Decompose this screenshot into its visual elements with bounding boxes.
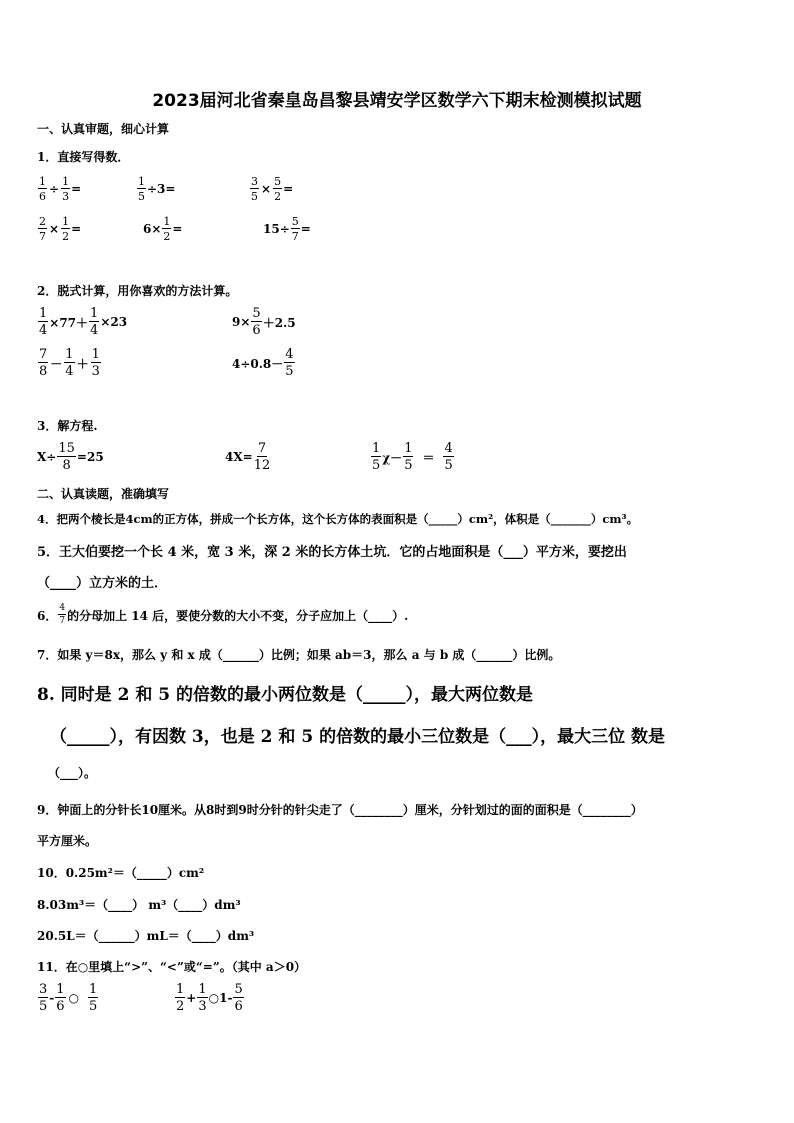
- denominator: 6: [252, 323, 261, 338]
- denominator: 5: [372, 458, 381, 473]
- numerator: 3: [251, 175, 258, 188]
- page-title: 2023届河北省秦皇岛昌黎县靖安学区数学六下期末检测模拟试题: [152, 91, 642, 111]
- denominator: 8: [62, 458, 71, 473]
- question-5-line-1: 5．王大伯要挖一个长 4 米，宽 3 米，深 2 米的长方体土坑．它的占地面积是（___）平方米，要挖出: [37, 545, 627, 560]
- denominator: 3: [198, 999, 207, 1014]
- numerator: 1: [198, 982, 207, 997]
- numerator: 1: [91, 347, 100, 362]
- fraction: [233, 983, 243, 1013]
- numerator: 15: [58, 441, 75, 456]
- numerator: 7: [39, 347, 48, 362]
- q1-expression-5: 6× $\frac{1}{2}$ =: [143, 215, 183, 243]
- numerator: 7: [257, 441, 267, 456]
- numerator: 1: [65, 347, 74, 362]
- fraction: [58, 604, 66, 626]
- question-6: 6． $\frac{4}{7}$ 的分母加上 14 后，要使分数的大小不变，分子应加上（____）.: [37, 603, 409, 626]
- q1-expression-4: $\frac{2}{7}$ × $\frac{1}{2}$ =: [39, 215, 82, 243]
- fraction: [38, 307, 48, 337]
- question-8-line-1: 8. 同时是 2 和 5 的倍数的最小两位数是（_____），最大两位数是: [37, 685, 533, 705]
- question-8-line-3: （___）。: [48, 766, 97, 780]
- numerator: 5: [291, 215, 299, 228]
- denominator: 5: [444, 458, 453, 473]
- numerator: 2: [39, 215, 46, 228]
- fraction: [251, 307, 261, 337]
- numerator: 4: [444, 441, 453, 456]
- fraction: [55, 983, 65, 1013]
- q2-expression-4: 4÷0.8－ $\frac{4}{5}$: [232, 347, 294, 379]
- fraction: [162, 216, 171, 242]
- fraction: [89, 307, 99, 337]
- denominator: 2: [274, 190, 282, 203]
- fraction: [443, 442, 453, 472]
- denominator: 6: [39, 190, 46, 203]
- denominator: 7: [59, 616, 66, 626]
- fraction: [197, 983, 207, 1013]
- question-9-line-2: 平方厘米。: [37, 834, 98, 848]
- question-10-line-2: 8.03m³＝（____） m³（____）dm³: [37, 898, 241, 912]
- q1-expression-3: $\frac{3}{5}$ × $\frac{5}{2}$ =: [251, 175, 294, 203]
- denominator: 12: [253, 458, 271, 473]
- fraction: [61, 176, 70, 202]
- numerator: 1: [163, 215, 171, 228]
- numerator: 1: [62, 175, 70, 188]
- fraction: [64, 348, 74, 378]
- denominator: 4: [65, 364, 74, 379]
- denominator: 5: [138, 190, 145, 203]
- question-9-line-1: 9．钟面上的分针长10厘米。从8时到9时分针的针尖走了（________）厘米，分针划过的面的面积是（________）: [37, 803, 643, 817]
- numerator: 1: [62, 215, 70, 228]
- numerator: 1: [372, 441, 381, 456]
- question-1-heading: 1．直接写得数．: [37, 150, 130, 164]
- fraction: [403, 442, 413, 472]
- denominator: 3: [91, 364, 100, 379]
- q2-expression-3: $\frac{7}{8}$ － $\frac{1}{4}$ ＋ $\frac{1}{3}$: [39, 347, 100, 379]
- numerator: 1: [404, 441, 413, 456]
- denominator: 8: [39, 364, 48, 379]
- numerator: 5: [234, 982, 243, 997]
- question-4: 4．把两个棱长是4cm的正方体，拼成一个长方体，这个长方体的表面积是（_____）cm²，体积是（_______）cm³。: [37, 512, 639, 526]
- denominator: 5: [39, 999, 48, 1014]
- numerator: 5: [252, 306, 261, 321]
- question-10-line-1: 10．0.25m²＝（_____）cm²: [37, 866, 205, 880]
- denominator: 2: [163, 230, 171, 243]
- fraction: [137, 176, 146, 202]
- numerator: 1: [89, 982, 98, 997]
- q3-equation-3: $\frac{1}{5}$ χ－ $\frac{1}{5}$ ＝ $\frac{4}{5}$: [372, 441, 453, 473]
- numerator: 1: [90, 306, 99, 321]
- denominator: 5: [285, 364, 294, 379]
- question-10-line-3: 20.5L＝（______）mL＝（____）dm³: [37, 929, 255, 943]
- question-8-line-2: （_____），有因数 3，也是 2 和 5 的倍数的最小三位数是（___），最大三位 数是: [50, 727, 665, 747]
- q3-equation-2: 4X= $\frac{7}{12}$: [225, 441, 271, 473]
- denominator: 6: [56, 999, 65, 1014]
- denominator: 4: [39, 323, 48, 338]
- numerator: 1: [138, 175, 145, 188]
- question-3-heading: 3．解方程.: [37, 419, 98, 433]
- fraction: [57, 442, 76, 472]
- fraction: [291, 216, 300, 242]
- q3-equation-1: X÷ $\frac{15}{8}$ =25: [37, 441, 104, 473]
- denominator: 5: [404, 458, 413, 473]
- fraction: [61, 216, 70, 242]
- section-heading-1: 一、认真审题，细心计算: [37, 122, 170, 136]
- section-heading-2: 二、认真读题，准确填写: [37, 487, 170, 501]
- numerator: 1: [39, 175, 46, 188]
- denominator: 2: [176, 999, 185, 1014]
- compare-circle[interactable]: ○: [68, 991, 80, 1005]
- denominator: 2: [62, 230, 70, 243]
- fraction: [284, 348, 294, 378]
- q11-comparison-1: $\frac{3}{5}$ - $\frac{1}{6}$ ○ $\frac{1}{5}$: [39, 982, 98, 1014]
- numerator: 1: [39, 306, 48, 321]
- denominator: 7: [291, 230, 299, 243]
- numerator: 4: [285, 347, 294, 362]
- denominator: 5: [89, 999, 98, 1014]
- denominator: 4: [90, 323, 99, 338]
- fraction: [38, 348, 48, 378]
- numerator: 5: [274, 175, 282, 188]
- fraction: [250, 176, 259, 202]
- denominator: 5: [251, 190, 258, 203]
- numerator: 1: [176, 982, 185, 997]
- fraction: [88, 983, 98, 1013]
- q1-expression-6: 15÷ $\frac{5}{7}$ =: [263, 215, 311, 243]
- compare-circle[interactable]: ○1-: [208, 991, 233, 1005]
- fraction: [38, 176, 47, 202]
- q2-expression-1: $\frac{1}{4}$ ×77＋ $\frac{1}{4}$ ×23: [39, 306, 128, 338]
- question-11-heading: 11．在○里填上“>”、“<”或“=”。（其中 a＞0）: [37, 960, 307, 974]
- q11-comparison-2: $\frac{1}{2}$ + $\frac{1}{3}$ ○1- $\frac{5}{6}$: [176, 982, 243, 1014]
- fraction: [38, 216, 47, 242]
- question-7: 7．如果 y＝8x，那么 y 和 x 成（______）比例；如果 ab＝3，那么 a 与 b 成（______）比例。: [37, 648, 561, 662]
- numerator: 4: [59, 603, 66, 613]
- numerator: 3: [39, 982, 48, 997]
- fraction: [38, 983, 48, 1013]
- numerator: 1: [56, 982, 65, 997]
- fraction: [91, 348, 101, 378]
- denominator: 3: [62, 190, 70, 203]
- q1-expression-2: $\frac{1}{5}$ ÷3=: [138, 175, 176, 203]
- fraction: [175, 983, 185, 1013]
- denominator: 7: [39, 230, 46, 243]
- fraction: [254, 442, 271, 472]
- q2-expression-2: 9× $\frac{5}{6}$ ＋2.5: [232, 306, 296, 338]
- fraction: [371, 442, 381, 472]
- denominator: 6: [234, 999, 243, 1014]
- fraction: [273, 176, 282, 202]
- q1-expression-1: $\frac{1}{6}$ ÷ $\frac{1}{3}$ =: [39, 175, 82, 203]
- question-2-heading: 2．脱式计算，用你喜欢的方法计算。: [37, 284, 238, 298]
- question-5-line-2: （____）立方米的土．: [37, 576, 168, 591]
